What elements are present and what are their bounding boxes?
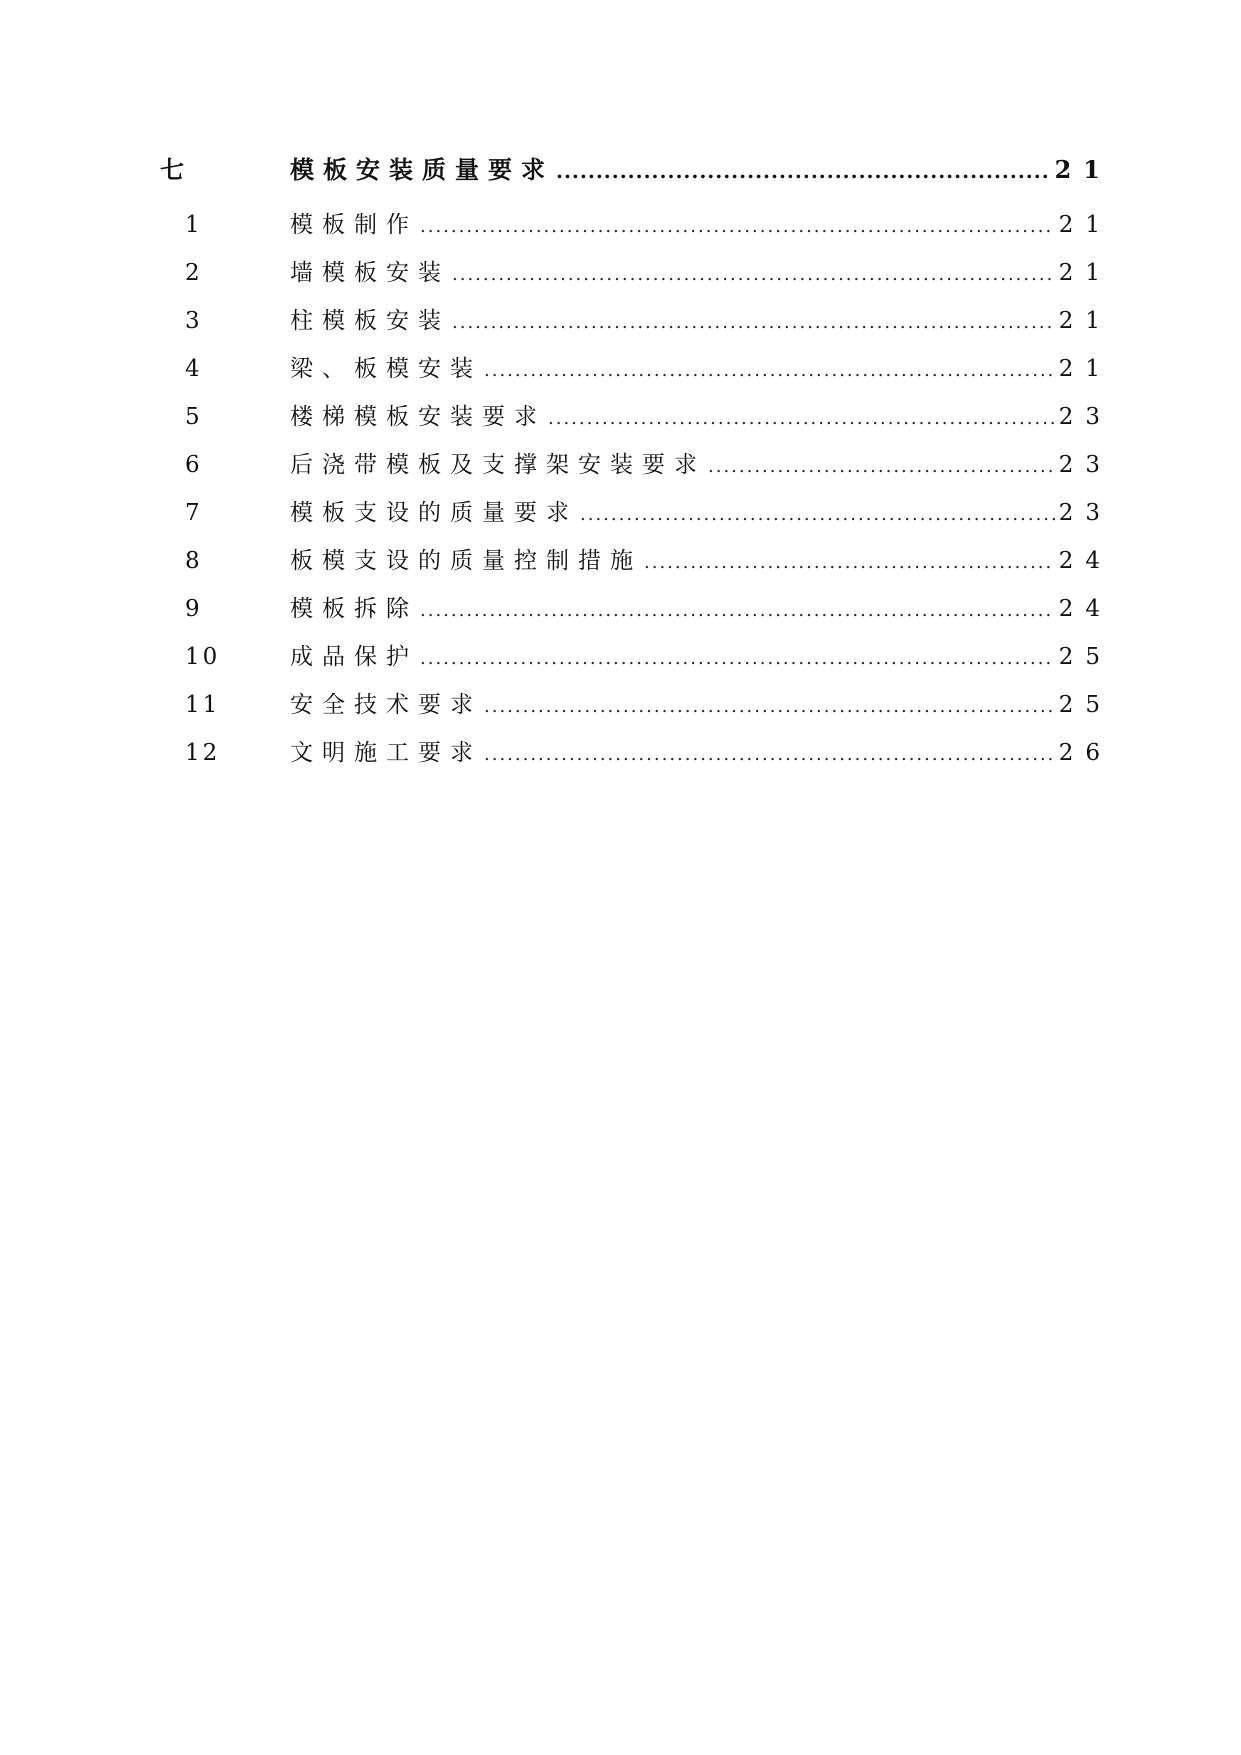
toc-entry[interactable] (160, 686, 1112, 734)
toc-entry[interactable] (160, 302, 1112, 350)
toc-entry[interactable] (160, 542, 1112, 590)
toc-entry-number: 5 (185, 404, 203, 430)
toc-entry-page: 23 (1058, 452, 1112, 478)
toc-entry-page: 24 (1058, 548, 1112, 574)
toc-dot-leader (708, 456, 1055, 477)
toc-entry[interactable] (160, 446, 1112, 494)
toc-entry-number: 2 (185, 260, 203, 286)
toc-dot-leader (420, 216, 1055, 237)
toc-entry-title: 成品保护 (290, 644, 418, 670)
toc-entry-title: 模板制作 (290, 212, 418, 238)
table-of-contents (160, 150, 1112, 782)
toc-entry[interactable] (160, 494, 1112, 542)
toc-entry-number: 1 (185, 212, 203, 238)
toc-entry-number: 4 (185, 356, 203, 382)
toc-entry[interactable] (160, 734, 1112, 782)
toc-entry-title: 板模支设的质量控制措施 (290, 548, 642, 574)
toc-section-heading[interactable] (160, 150, 1112, 206)
toc-entry-title: 后浇带模板及支撑架安装要求 (290, 452, 706, 478)
toc-entry-title: 柱模板安装 (290, 308, 450, 334)
toc-entry-page: 25 (1058, 692, 1112, 718)
toc-dot-leader (452, 312, 1055, 333)
toc-dot-leader (484, 696, 1055, 717)
toc-entry-title: 模板拆除 (290, 596, 418, 622)
toc-entry[interactable] (160, 350, 1112, 398)
toc-entry-page: 21 (1058, 356, 1112, 382)
toc-dot-leader (484, 360, 1055, 381)
toc-entry-page: 23 (1058, 500, 1112, 526)
toc-dot-leader (452, 264, 1055, 285)
toc-entry-title: 楼梯模板安装要求 (290, 404, 546, 430)
toc-entry-page: 21 (1058, 308, 1112, 334)
toc-entry-page: 23 (1058, 404, 1112, 430)
toc-entry-page: 21 (1058, 212, 1112, 238)
toc-entry[interactable] (160, 398, 1112, 446)
toc-entry-number: 6 (185, 452, 203, 478)
toc-entry-title: 模板支设的质量要求 (290, 500, 578, 526)
toc-dot-leader (556, 159, 1051, 183)
toc-entry-number: 10 (185, 644, 221, 670)
toc-section-title: 模板安装质量要求 (290, 155, 554, 184)
toc-entry-number: 9 (185, 596, 203, 622)
toc-entry[interactable] (160, 254, 1112, 302)
toc-entry-page: 26 (1058, 740, 1112, 766)
toc-dot-leader (644, 552, 1055, 573)
toc-entry-title: 墙模板安装 (290, 260, 450, 286)
toc-entry-title: 文明施工要求 (290, 740, 482, 766)
toc-entry-number: 12 (185, 740, 221, 766)
toc-entry-page: 21 (1058, 260, 1112, 286)
toc-entry[interactable] (160, 638, 1112, 686)
toc-entry-title: 安全技术要求 (290, 692, 482, 718)
toc-dot-leader (420, 648, 1055, 669)
toc-section-number: 七 (160, 155, 187, 184)
toc-entry[interactable] (160, 590, 1112, 638)
toc-dot-leader (420, 600, 1055, 621)
toc-dot-leader (484, 744, 1055, 765)
toc-entry-page: 24 (1058, 596, 1112, 622)
toc-entry-page: 25 (1058, 644, 1112, 670)
toc-entry[interactable] (160, 206, 1112, 254)
toc-entry-number: 7 (185, 500, 203, 526)
toc-entry-number: 3 (185, 308, 203, 334)
toc-entry-title: 梁、板模安装 (290, 356, 482, 382)
toc-dot-leader (548, 408, 1055, 429)
toc-section-page: 21 (1054, 155, 1112, 184)
toc-entry-number: 11 (185, 692, 221, 718)
toc-dot-leader (580, 504, 1055, 525)
toc-entry-number: 8 (185, 548, 203, 574)
